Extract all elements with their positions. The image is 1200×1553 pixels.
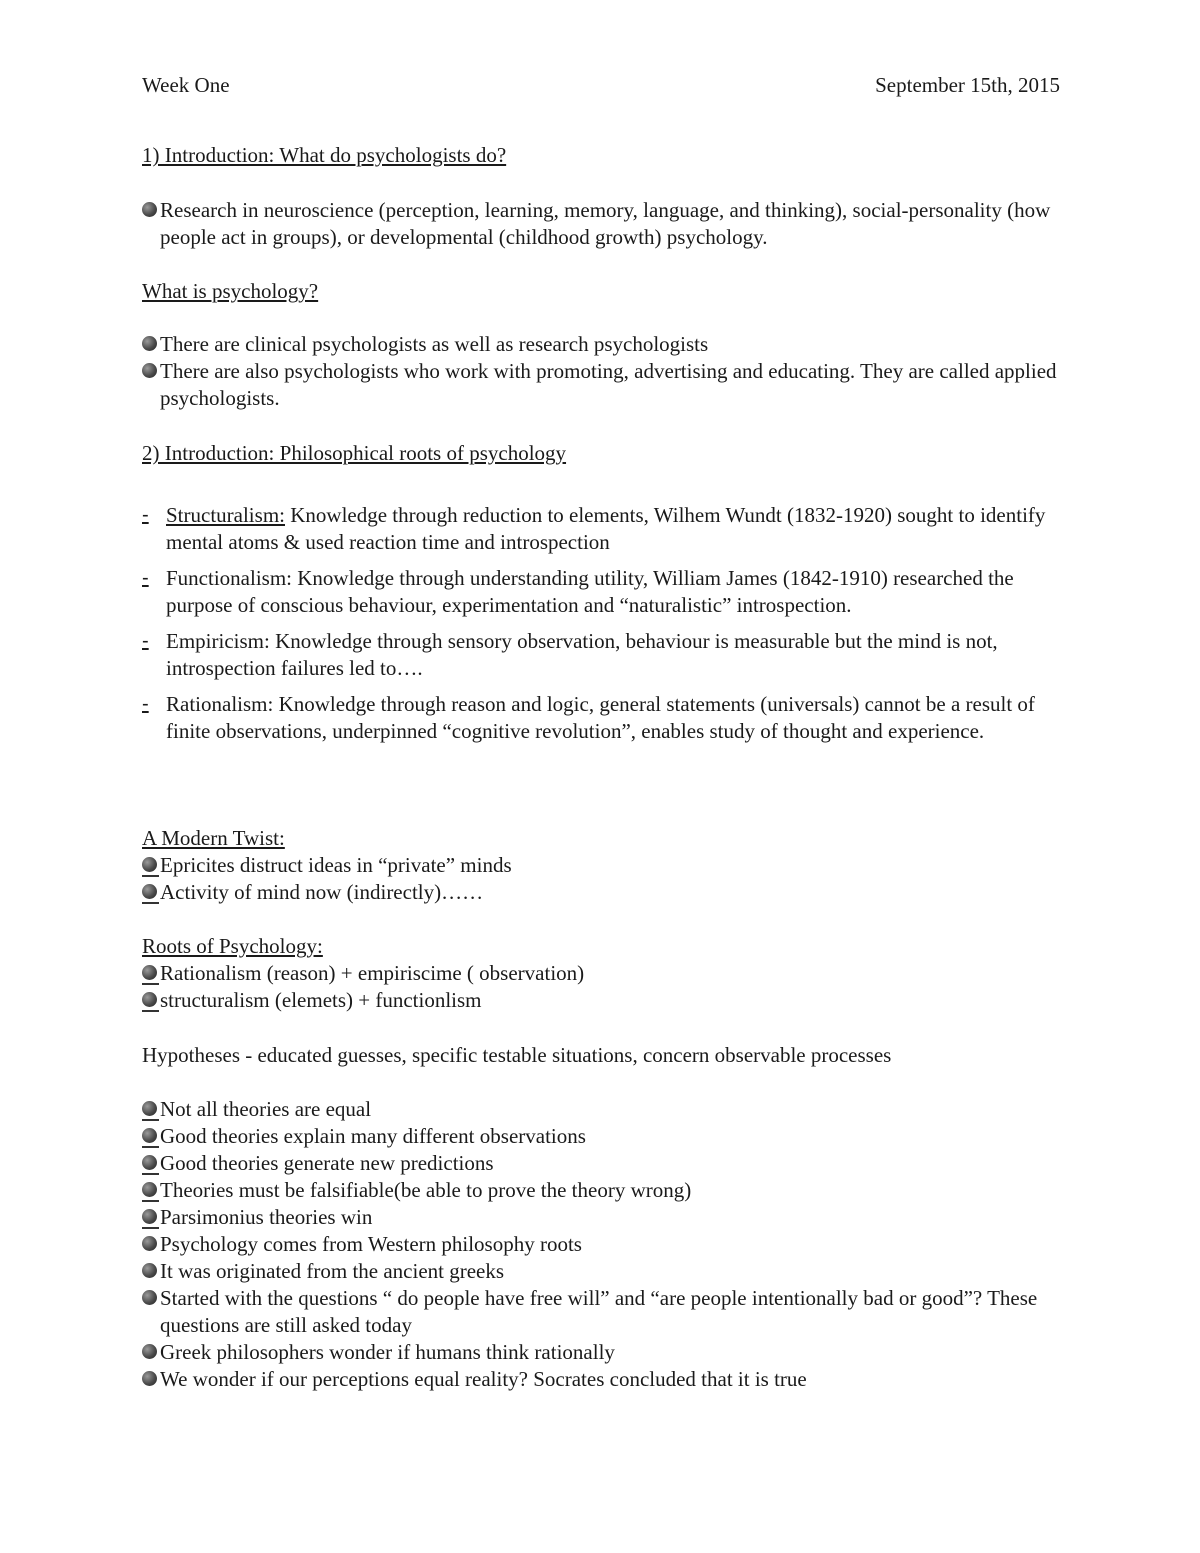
list-item: It was originated from the ancient greeks	[142, 1258, 1060, 1285]
bullet-icon	[142, 1344, 157, 1359]
philosophy-list	[142, 502, 1060, 754]
dash-marker: -	[142, 693, 149, 715]
list-item: There are also psychologists who work with promoting, advertising and educating. They are called applied psychologists.	[142, 358, 1060, 412]
list-item: We wonder if our perceptions equal reality? Socrates concluded that it is true	[142, 1366, 1060, 1393]
bullet-icon	[142, 857, 157, 872]
roots	[142, 933, 1060, 1014]
dash-marker: -	[142, 567, 149, 589]
what-is-list	[142, 331, 1060, 412]
bullet-icon	[142, 202, 157, 217]
list-item: Good theories explain many different observations	[142, 1123, 1060, 1150]
list-item: - Functionalism: Knowledge through understanding utility, William James (1842-1910) researched the purpose of conscious behaviour, experimentation and “naturalistic” introspection.	[142, 566, 1014, 617]
list-item: There are clinical psychologists as well as research psychologists	[142, 331, 1060, 358]
dash-marker: -	[142, 630, 149, 652]
modern-twist	[142, 825, 1060, 906]
bullet-icon	[142, 1290, 157, 1305]
hypotheses-text: Hypotheses - educated guesses, specific testable situations, concern observable processes	[142, 1043, 892, 1067]
bullet-icon	[142, 992, 157, 1007]
bullet-icon	[142, 1128, 157, 1143]
date-label: September 15th, 2015	[875, 73, 1060, 97]
bullet-icon	[142, 1101, 157, 1116]
bullet-icon	[142, 336, 157, 351]
list-item: Parsimonius theories win	[142, 1204, 1060, 1231]
term-structuralism: Structuralism:	[166, 503, 285, 527]
week-label: Week One	[142, 73, 230, 97]
roots-heading: Roots of Psychology:	[142, 934, 323, 958]
dash-marker: -	[142, 504, 149, 526]
bullet-icon	[142, 884, 157, 899]
section2-heading: 2) Introduction: Philosophical roots of psychology	[142, 441, 567, 465]
list-item: Rationalism (reason) + empiriscime ( observation)	[142, 960, 1060, 987]
list-item: Started with the questions “ do people have free will” and “are people intentionally bad or good”? These questions are still asked today	[142, 1285, 1060, 1339]
list-item: Not all theories are equal	[142, 1096, 1060, 1123]
list-item: structuralism (elemets) + functionlism	[142, 987, 1060, 1014]
section1-bullet: Research in neuroscience (perception, learning, memory, language, and thinking), social-personality (how people act in groups), or developmental (childhood growth) psychology.	[142, 197, 1078, 251]
section1-heading: 1) Introduction: What do psychologists do?	[142, 143, 507, 167]
bullet-icon	[142, 1182, 157, 1197]
list-item: - Empiricism: Knowledge through sensory observation, behaviour is measurable but the mind is not, introspection failures led to….	[142, 629, 998, 680]
bullet-icon	[142, 1155, 157, 1170]
list-item: Good theories generate new predictions	[142, 1150, 1060, 1177]
bullet-icon	[142, 363, 157, 378]
list-item: Greek philosophers wonder if humans think rationally	[142, 1339, 1060, 1366]
list-item: - Structuralism: Knowledge through reduction to elements, Wilhem Wundt (1832-1920) sought to identify mental atoms & used reaction time and introspection	[142, 503, 1046, 554]
list-item: Epricites distruct ideas in “private” minds	[142, 852, 1060, 879]
bullet-icon	[142, 1263, 157, 1278]
list-item: Theories must be falsifiable(be able to prove the theory wrong)	[142, 1177, 1060, 1204]
theories-list	[142, 1096, 1060, 1393]
list-item: Activity of mind now (indirectly)……	[142, 879, 1060, 906]
bullet-icon	[142, 1371, 157, 1386]
list-item: - Rationalism: Knowledge through reason and logic, general statements (universals) cannot be a result of finite observations, underpinned “cognitive revolution”, enables study of thought and experience.	[142, 692, 1035, 743]
list-item: Psychology comes from Western philosophy roots	[142, 1231, 1060, 1258]
bullet-icon	[142, 965, 157, 980]
what-is-heading: What is psychology?	[142, 279, 319, 303]
bullet-icon	[142, 1209, 157, 1224]
bullet-icon	[142, 1236, 157, 1251]
modern-twist-heading: A Modern Twist:	[142, 826, 285, 850]
